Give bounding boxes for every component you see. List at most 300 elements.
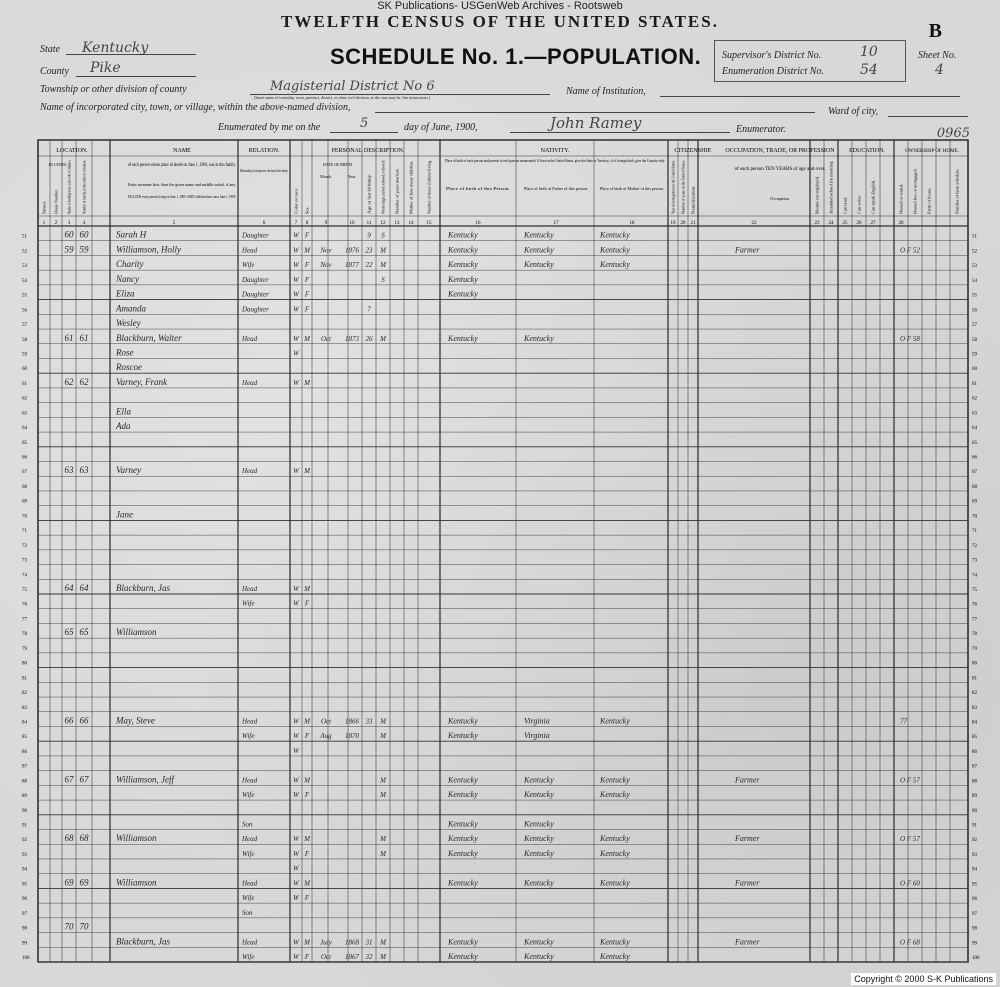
line-number-right: 75 <box>972 588 977 593</box>
line-number-right: 89 <box>972 794 977 800</box>
dwelling-number: 67 <box>64 774 74 785</box>
form-letter: B <box>928 20 942 42</box>
birth-year: 1868 <box>345 938 359 947</box>
birth-year: 1873 <box>345 334 359 343</box>
person-name: Blackburn, Walter <box>116 332 182 343</box>
hdr-year: Year. <box>347 174 357 179</box>
line-number-right: 93 <box>972 852 977 858</box>
line-number-right: 91 <box>972 823 977 829</box>
supervisor-value: 10 <box>860 44 878 60</box>
dwelling-number: 62 <box>64 376 74 387</box>
institution-label: Name of Institution, <box>566 86 646 97</box>
column-number: 7 <box>294 221 298 226</box>
line-number-right: 84 <box>972 720 977 726</box>
relation: Wife <box>242 261 255 270</box>
line-number: 69 <box>22 499 27 505</box>
marital-status: M <box>380 732 386 741</box>
person-name: Varney, Frank <box>116 376 167 387</box>
relation: Head <box>242 246 258 255</box>
line-number-right: 96 <box>972 897 977 903</box>
column-number: 13 <box>394 221 400 226</box>
column-number: 10 <box>349 221 355 226</box>
mother-birthplace: Kentucky <box>600 260 630 270</box>
line-number: 74 <box>22 573 27 579</box>
line-number: 61 <box>22 381 27 387</box>
marital-status: M <box>380 334 386 343</box>
color: W <box>293 599 299 608</box>
line-number: 71 <box>22 529 27 535</box>
hdr-location: LOCATION. <box>56 148 88 154</box>
home-ownership: O F 58 <box>900 334 920 343</box>
county-label: County <box>40 66 69 77</box>
dwelling-number: 66 <box>64 715 74 726</box>
county-value: Pike <box>90 60 121 76</box>
table-row <box>22 790 978 799</box>
hdr-education: EDUCATION. <box>849 148 885 154</box>
line-number-right: 54 <box>972 278 977 284</box>
enumeration-value: 54 <box>860 62 878 78</box>
township-note: [Insert name of township, town, precinct, district, or other civil division, as the case may be. See instructions.] <box>254 95 431 100</box>
line-number: 86 <box>22 749 27 755</box>
line-number-right: 78 <box>972 632 977 638</box>
person-name: Ada <box>116 421 131 432</box>
column-number: 6 <box>262 221 266 226</box>
marital-status: S <box>381 275 385 284</box>
line-number: 92 <box>22 838 27 844</box>
column-number: 27 <box>870 221 876 226</box>
hdr-relation: RELATION. <box>248 148 280 154</box>
line-number-right: 72 <box>972 543 977 549</box>
birthplace: Kentucky <box>448 716 478 726</box>
line-number-right: 95 <box>972 882 977 888</box>
father-birthplace: Kentucky <box>524 790 554 800</box>
family-number: 70 <box>79 921 89 932</box>
line-number: 83 <box>22 705 27 711</box>
mother-birthplace: Kentucky <box>600 775 630 785</box>
line-number-right: 69 <box>972 499 977 505</box>
birthplace: Kentucky <box>448 848 478 858</box>
table-row <box>22 715 978 725</box>
line-number-right: 57 <box>972 323 977 329</box>
line-number-right: 56 <box>972 308 977 314</box>
day-value: 5 <box>360 116 369 131</box>
table-row <box>22 583 978 593</box>
state-label: State <box>40 44 60 55</box>
vertical-header-naturalization: Naturalization. <box>690 190 696 214</box>
age: 26 <box>365 334 373 343</box>
table-row <box>22 500 978 505</box>
line-number: 79 <box>22 646 27 652</box>
schedule-title: SCHEDULE No. 1.—POPULATION. <box>330 44 702 69</box>
vertical-header-color: Color or race. <box>293 191 299 214</box>
birth-month: July <box>320 938 332 947</box>
sex: F <box>304 849 310 858</box>
line-number-right: 92 <box>972 838 977 844</box>
table-row <box>22 397 978 402</box>
vertical-header-owned-free: Owned free or mortgaged. <box>912 171 918 214</box>
vertical-header-family-no: Number of family, in the order of visitation. <box>81 143 87 214</box>
hdr-name: NAME <box>173 148 191 154</box>
line-number-right: 51 <box>972 234 977 240</box>
table-row <box>22 747 978 755</box>
father-birthplace: Virginia <box>524 716 550 726</box>
hdr-name-desc: of each person whose place of abode on June 1, 1900, was in this family. <box>128 163 236 168</box>
relation: Head <box>242 938 258 947</box>
line-number-right: 66 <box>972 455 977 461</box>
father-birthplace: Kentucky <box>524 230 554 240</box>
mother-birthplace: Kentucky <box>600 245 630 255</box>
vertical-header-street: Street. <box>41 203 47 214</box>
person-name: Williamson <box>116 833 157 844</box>
line-number: 63 <box>22 411 27 417</box>
table-row <box>22 647 978 652</box>
column-number: 15 <box>426 221 432 226</box>
family-number: 67 <box>79 774 89 785</box>
relation: Wife <box>242 791 255 800</box>
column-number: 9 <box>324 221 328 226</box>
age: 31 <box>365 938 373 947</box>
table-row <box>22 485 978 490</box>
birthplace: Kentucky <box>448 819 478 829</box>
father-birthplace: Kentucky <box>524 245 554 255</box>
vertical-header-can-read: Can read. <box>842 198 848 214</box>
home-ownership: O F 52 <box>900 246 920 255</box>
sex: M <box>304 835 310 844</box>
table-row <box>22 909 978 917</box>
birth-month: Oct <box>320 334 332 343</box>
table-row <box>22 865 978 873</box>
line-number: 59 <box>22 352 27 358</box>
line-number: 51 <box>22 234 27 240</box>
line-number-right: 99 <box>972 941 977 947</box>
mother-birthplace: Kentucky <box>600 716 630 726</box>
hdr-occupation-col: Occupation. <box>770 196 790 201</box>
column-numbers <box>43 221 904 226</box>
marital-status: M <box>380 717 386 726</box>
color: W <box>293 732 299 741</box>
line-number: 99 <box>22 941 27 947</box>
column-number: 8 <box>305 221 309 226</box>
table-row <box>22 559 978 564</box>
line-number-right: 79 <box>972 646 977 652</box>
hdr-birth-father: Place of birth of Father of this person. <box>524 186 588 191</box>
mother-birthplace: Kentucky <box>600 848 630 858</box>
column-number: 21 <box>690 221 696 226</box>
line-number: 62 <box>22 396 27 402</box>
color: W <box>293 334 299 343</box>
line-number: 54 <box>22 278 27 284</box>
vertical-header-months-not-employed: Months not employed. <box>814 177 820 214</box>
sheet-value: 4 <box>935 62 944 78</box>
sex: M <box>304 246 310 255</box>
age: 22 <box>365 261 373 270</box>
birthplace: Kentucky <box>448 230 478 240</box>
line-number: 55 <box>22 293 27 299</box>
line-number-right: 76 <box>972 602 977 608</box>
birth-year: 1870 <box>345 732 359 741</box>
table-row <box>22 333 978 343</box>
table-row <box>22 936 978 946</box>
hdr-relation-desc: Relationship of each person to the head of the family. <box>240 168 288 173</box>
table-row <box>22 456 978 461</box>
vertical-header-sex: Sex. <box>304 207 310 214</box>
person-name: Blackburn, Jas <box>116 936 170 947</box>
vertical-header-farm-schedule: Number of farm schedule. <box>954 172 960 214</box>
relation: Head <box>242 717 258 726</box>
column-number: 12 <box>380 221 386 226</box>
line-number-right: 62 <box>972 396 977 402</box>
mother-birthplace: Kentucky <box>600 790 630 800</box>
table-row <box>22 662 978 667</box>
table-row <box>22 706 978 711</box>
column-number: 16 <box>475 221 481 226</box>
dwelling-number: 69 <box>64 877 74 888</box>
occupation: Farmer <box>735 775 760 785</box>
township-label: Township or other division of county <box>40 84 187 95</box>
occupation: Farmer <box>735 834 760 844</box>
hdr-citizenship: CITIZENSHIP. <box>674 148 712 154</box>
family-number: 64 <box>79 583 89 593</box>
line-number-right: 83 <box>972 705 977 711</box>
line-number: 65 <box>22 440 27 446</box>
table-row <box>22 406 978 416</box>
sex: F <box>304 894 310 903</box>
occupation: Farmer <box>735 937 760 947</box>
column-number: 25 <box>842 221 848 226</box>
line-number: 80 <box>22 661 27 667</box>
birthplace: Kentucky <box>448 775 478 785</box>
table-row <box>22 362 978 372</box>
relation: Wife <box>242 849 255 858</box>
relation: Son <box>242 820 253 829</box>
line-number-right: 90 <box>972 808 977 814</box>
line-number: 94 <box>22 867 27 873</box>
census-title: TWELFTH CENSUS OF THE UNITED STATES. <box>281 12 719 31</box>
age: 23 <box>365 246 373 255</box>
birthplace: Kentucky <box>448 274 478 284</box>
marital-status: M <box>380 835 386 844</box>
column-number: 24 <box>828 221 834 226</box>
table-row <box>22 627 978 637</box>
family-number: 59 <box>79 244 89 255</box>
birthplace: Kentucky <box>448 878 478 888</box>
person-name: Charity <box>116 259 144 270</box>
person-name: Blackburn, Jas <box>116 583 170 593</box>
line-number: 100 <box>22 956 30 961</box>
line-number-right: 73 <box>972 558 977 564</box>
color: W <box>293 275 299 284</box>
line-number: 60 <box>22 367 27 373</box>
person-name: Nancy <box>116 273 139 284</box>
person-name: Jane <box>116 509 133 520</box>
sex: F <box>304 791 310 800</box>
occupation: Farmer <box>735 245 760 255</box>
father-birthplace: Kentucky <box>524 848 554 858</box>
age: 32 <box>365 953 373 961</box>
line-number-right: 68 <box>972 484 977 490</box>
relation: Son <box>242 908 253 917</box>
home-ownership: 77 <box>900 717 907 726</box>
table-row <box>22 347 978 357</box>
hdr-birth-mother: Place of birth of Mother of this person. <box>600 186 664 191</box>
person-name: Sarah H <box>116 229 147 240</box>
vertical-header-owned-rented: Owned or rented. <box>898 186 904 214</box>
person-name: Williamson <box>116 877 157 888</box>
enumerated-prefix: Enumerated by me on the <box>218 122 321 133</box>
line-number-right: 97 <box>972 911 977 917</box>
line-number-right: 53 <box>972 264 977 270</box>
dwelling-number: 61 <box>64 332 74 343</box>
color: W <box>293 261 299 270</box>
line-number: 84 <box>22 720 27 726</box>
line-number: 96 <box>22 897 27 903</box>
age: 33 <box>365 717 373 726</box>
line-number: 73 <box>22 558 27 564</box>
table-row <box>22 303 978 313</box>
color: W <box>293 953 299 961</box>
line-number: 78 <box>22 632 27 638</box>
color: W <box>293 879 299 888</box>
relation: Wife <box>242 599 255 608</box>
line-number: 93 <box>22 852 27 858</box>
person-name: Wesley <box>116 318 141 329</box>
vertical-header-age: Age at last birthday. <box>366 181 372 214</box>
father-birthplace: Kentucky <box>524 775 554 785</box>
person-name: Eliza <box>116 288 135 299</box>
table-row <box>22 877 978 887</box>
family-number: 68 <box>79 833 89 844</box>
family-number: 61 <box>79 332 89 343</box>
marital-status: S <box>381 231 385 240</box>
line-number-right: 88 <box>972 779 977 785</box>
relation: Head <box>242 585 258 593</box>
home-ownership: O F 57 <box>900 835 920 844</box>
age: 7 <box>367 305 371 314</box>
table-row <box>22 691 978 696</box>
enumerator-value: John Ramey <box>550 114 642 132</box>
sex: M <box>304 717 310 726</box>
person-name: Varney <box>116 465 141 476</box>
table-row <box>22 421 978 431</box>
line-number-right: 86 <box>972 749 977 755</box>
vertical-header-can-speak-english: Can speak English. <box>870 183 876 214</box>
relation: Wife <box>242 732 255 741</box>
hdr-birth-person: Place of birth of this Person. <box>446 186 510 191</box>
father-birthplace: Kentucky <box>524 878 554 888</box>
sex: M <box>304 879 310 888</box>
color: W <box>293 835 299 844</box>
birth-month: Aug <box>320 732 332 741</box>
vertical-header-year-immigration: Year of immigration to the United States. <box>670 148 676 214</box>
line-number-right: 81 <box>972 676 977 682</box>
line-number-right: 77 <box>972 617 977 623</box>
line-number: 66 <box>22 455 27 461</box>
line-number: 90 <box>22 808 27 814</box>
mother-birthplace: Kentucky <box>600 878 630 888</box>
hdr-occupation-desc: of each person TEN YEARS of age and over. <box>734 167 826 172</box>
sex: M <box>304 467 310 476</box>
township-value: Magisterial District No 6 <box>270 79 435 94</box>
column-number: 17 <box>553 221 559 226</box>
table-row <box>22 573 978 578</box>
table-row <box>22 849 978 858</box>
father-birthplace: Kentucky <box>524 260 554 270</box>
table-row <box>22 809 978 814</box>
city-label: Name of incorporated city, town, or village, within the above-named division, <box>40 102 351 113</box>
column-number: 2 <box>54 221 58 226</box>
family-number: 63 <box>79 465 89 476</box>
father-birthplace: Kentucky <box>524 819 554 829</box>
birth-month: Oct <box>320 953 332 961</box>
table-row <box>22 244 978 254</box>
line-number: 91 <box>22 823 27 829</box>
line-number-right: 82 <box>972 691 977 697</box>
person-name: Williamson, Jeff <box>116 774 174 785</box>
line-number: 89 <box>22 794 27 800</box>
line-number: 72 <box>22 543 27 549</box>
birthplace: Kentucky <box>448 260 478 270</box>
table-row <box>22 774 978 784</box>
father-birthplace: Kentucky <box>524 952 554 961</box>
table-row <box>22 765 978 770</box>
table-rows <box>22 230 980 961</box>
sex: F <box>304 231 310 240</box>
table-row <box>22 617 978 622</box>
table-row <box>22 529 978 534</box>
hdr-name-note2: INCLUDE every person living on June 1, 1900. OMIT children born since June 1, 1900. <box>128 194 270 199</box>
hdr-ownership: OWNERSHIP OF HOME. <box>905 149 959 154</box>
father-birthplace: Kentucky <box>524 333 554 343</box>
relation: Daughter <box>242 290 269 299</box>
line-number: 53 <box>22 264 27 270</box>
relation: Daughter <box>242 305 269 314</box>
birthplace: Kentucky <box>448 289 478 299</box>
vertical-header-house-number: House Number. <box>53 188 59 214</box>
table-row <box>22 289 978 299</box>
father-birthplace: Kentucky <box>524 937 554 947</box>
birth-month: Oct <box>320 717 332 726</box>
column-number: 11 <box>366 221 372 226</box>
table-row <box>22 318 978 328</box>
column-number: 1 <box>42 221 46 226</box>
sex: F <box>304 599 310 608</box>
table-row <box>22 820 978 829</box>
person-name: Williamson <box>116 627 157 638</box>
family-number: 66 <box>79 715 89 726</box>
sex: F <box>304 953 310 961</box>
line-number: 75 <box>22 588 27 593</box>
hdr-date-of-birth: DATE OF BIRTH. <box>322 162 354 167</box>
table-row <box>22 922 978 932</box>
marital-status: M <box>380 246 386 255</box>
line-number: 70 <box>22 514 27 520</box>
color: W <box>293 776 299 785</box>
marital-status: M <box>380 791 386 800</box>
line-number-right: 64 <box>972 426 977 432</box>
marital-status: M <box>380 938 386 947</box>
line-number: 68 <box>22 484 27 490</box>
birthplace: Kentucky <box>448 937 478 947</box>
table-row <box>22 600 978 608</box>
column-number: 4 <box>82 221 86 226</box>
relation: Head <box>242 879 258 888</box>
hdr-name-note1: Enter surname first, then the given name and middle initial, if any. <box>128 182 235 187</box>
line-number-right: 59 <box>972 352 977 358</box>
column-number: 23 <box>814 221 820 226</box>
sex: F <box>304 261 310 270</box>
line-number-right: 80 <box>972 661 977 667</box>
birthplace: Kentucky <box>448 245 478 255</box>
